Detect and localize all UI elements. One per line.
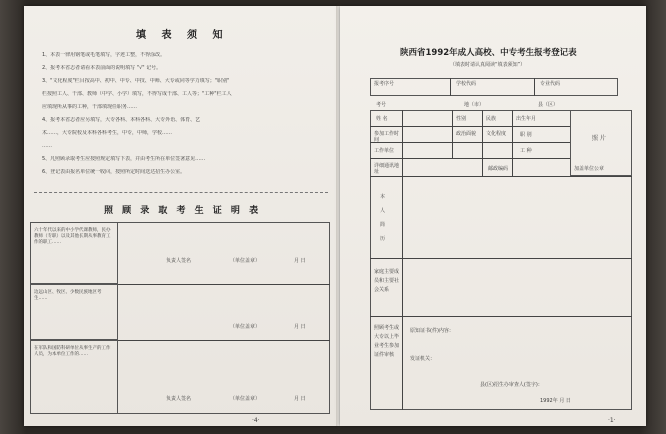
right-page-number: ·1· bbox=[608, 417, 616, 424]
field-education: 文化程度 bbox=[486, 131, 507, 137]
field-workplace: 工作单位 bbox=[374, 148, 395, 154]
photo-label: 照 片 bbox=[592, 135, 606, 142]
notice-line: 5、凡照顾录取考生应按照规定填写下表，并由考生所在单位签署意见…… bbox=[42, 156, 206, 162]
date-3: 月 日 bbox=[294, 396, 306, 402]
stamp-1: （单位盖章） bbox=[230, 258, 261, 264]
signer-1: 负责人签名 bbox=[166, 258, 192, 264]
notice-title: 填 表 须 知 bbox=[136, 30, 229, 41]
cert-text-2: 边远山区、牧区、少数民族地区考生…… bbox=[34, 290, 102, 301]
field-title: 职 别 bbox=[520, 132, 532, 138]
approval-date: 1992年 月 日 bbox=[540, 398, 571, 404]
approval-line-2: 发证机关： bbox=[410, 356, 436, 362]
approval-label: 照顾考生或大专以上毕业考生参加证件审核 bbox=[374, 325, 400, 358]
date-1: 月 日 bbox=[294, 258, 306, 264]
field-postcode: 邮政编码 bbox=[488, 166, 509, 172]
field-work-start: 参加工作时间 bbox=[374, 131, 400, 143]
notice-line: 术……，大专院校及本科各科考生，中专，中师，学校…… bbox=[42, 130, 173, 136]
field-address: 详细通讯地址 bbox=[374, 163, 400, 175]
field-ethnicity: 民族 bbox=[486, 116, 497, 122]
signer-3: 负责人签名 bbox=[166, 396, 192, 402]
notice-line: 3、"文化程度"栏目按高中、初中、中专、中技、中师、大专或同等学力填写；"职别" bbox=[42, 78, 230, 84]
field-name: 姓 名 bbox=[376, 116, 388, 122]
notice-line: 栏按照工人、干部、教师（中学、小学）填写，不得写成干部、工人等；"工种"栏工人 bbox=[42, 91, 232, 97]
city-label: 地（市） bbox=[464, 102, 485, 108]
field-gender: 性别 bbox=[456, 116, 467, 122]
notice-line: 1、本表一律用钢笔或毛笔填写，字迹工整，不得涂改。 bbox=[42, 52, 166, 58]
approval-line-3: 县(区)招生办审查人(签字)： bbox=[480, 382, 543, 388]
code-label-2: 学校代码 bbox=[456, 81, 477, 87]
right-page bbox=[340, 6, 646, 426]
code-label-3: 专业代码 bbox=[540, 81, 561, 87]
notice-line: 6、登记表由报名单位统一收回，按照所定时间送达招生办公室。 bbox=[42, 169, 186, 175]
notice-line: …… bbox=[42, 143, 52, 149]
code-label-1: 报考序号 bbox=[374, 81, 395, 87]
field-politics: 政治面貌 bbox=[456, 131, 477, 137]
family-label: 家庭主要成员和主要社会关系 bbox=[374, 269, 400, 293]
cert-title: 照 顾 录 取 考 生 证 明 表 bbox=[104, 206, 262, 216]
code-box-row bbox=[370, 78, 618, 96]
cut-line bbox=[34, 192, 328, 193]
notice-line: 4、报考本省志者应另填写，大专各科、本科各科、大专外语、体育、艺 bbox=[42, 117, 201, 123]
field-birth: 出生年月 bbox=[516, 116, 537, 122]
stamp-3: （单位盖章） bbox=[230, 396, 261, 402]
form-subtitle: （填表时请认真阅读“填表须知”） bbox=[450, 62, 526, 68]
notice-line: 2、报考本省志者请看本表前面的说明填写 "√" 记号。 bbox=[42, 65, 162, 71]
left-page bbox=[24, 6, 338, 426]
exam-no-label: 考号 bbox=[376, 102, 387, 108]
date-2: 月 日 bbox=[294, 324, 306, 330]
cert-text-1: 六十年代以来的中小学代课教师，民办教师（专职）以及其他长期从事教育工作的职工…… bbox=[34, 228, 111, 245]
photo-note: 加盖单位公章 bbox=[574, 166, 605, 172]
notice-line: 应填现所从事的工种，干部填现任职务…… bbox=[42, 104, 138, 110]
stamp-2: （单位盖章） bbox=[230, 324, 261, 330]
field-trade: 工 种 bbox=[520, 148, 532, 154]
form-title: 陕西省1992年成人高校、中专考生报考登记表 bbox=[400, 48, 577, 58]
approval-line-1: 原知证书(件)内容： bbox=[410, 328, 454, 334]
cert-text-3: 在军队和国防科研单位从事生产的工作人员，为本单位工作的…… bbox=[34, 346, 111, 357]
county-label: 县（区） bbox=[538, 102, 559, 108]
left-page-number: ·4· bbox=[252, 417, 260, 424]
resume-label: 本人简历 bbox=[380, 194, 386, 242]
